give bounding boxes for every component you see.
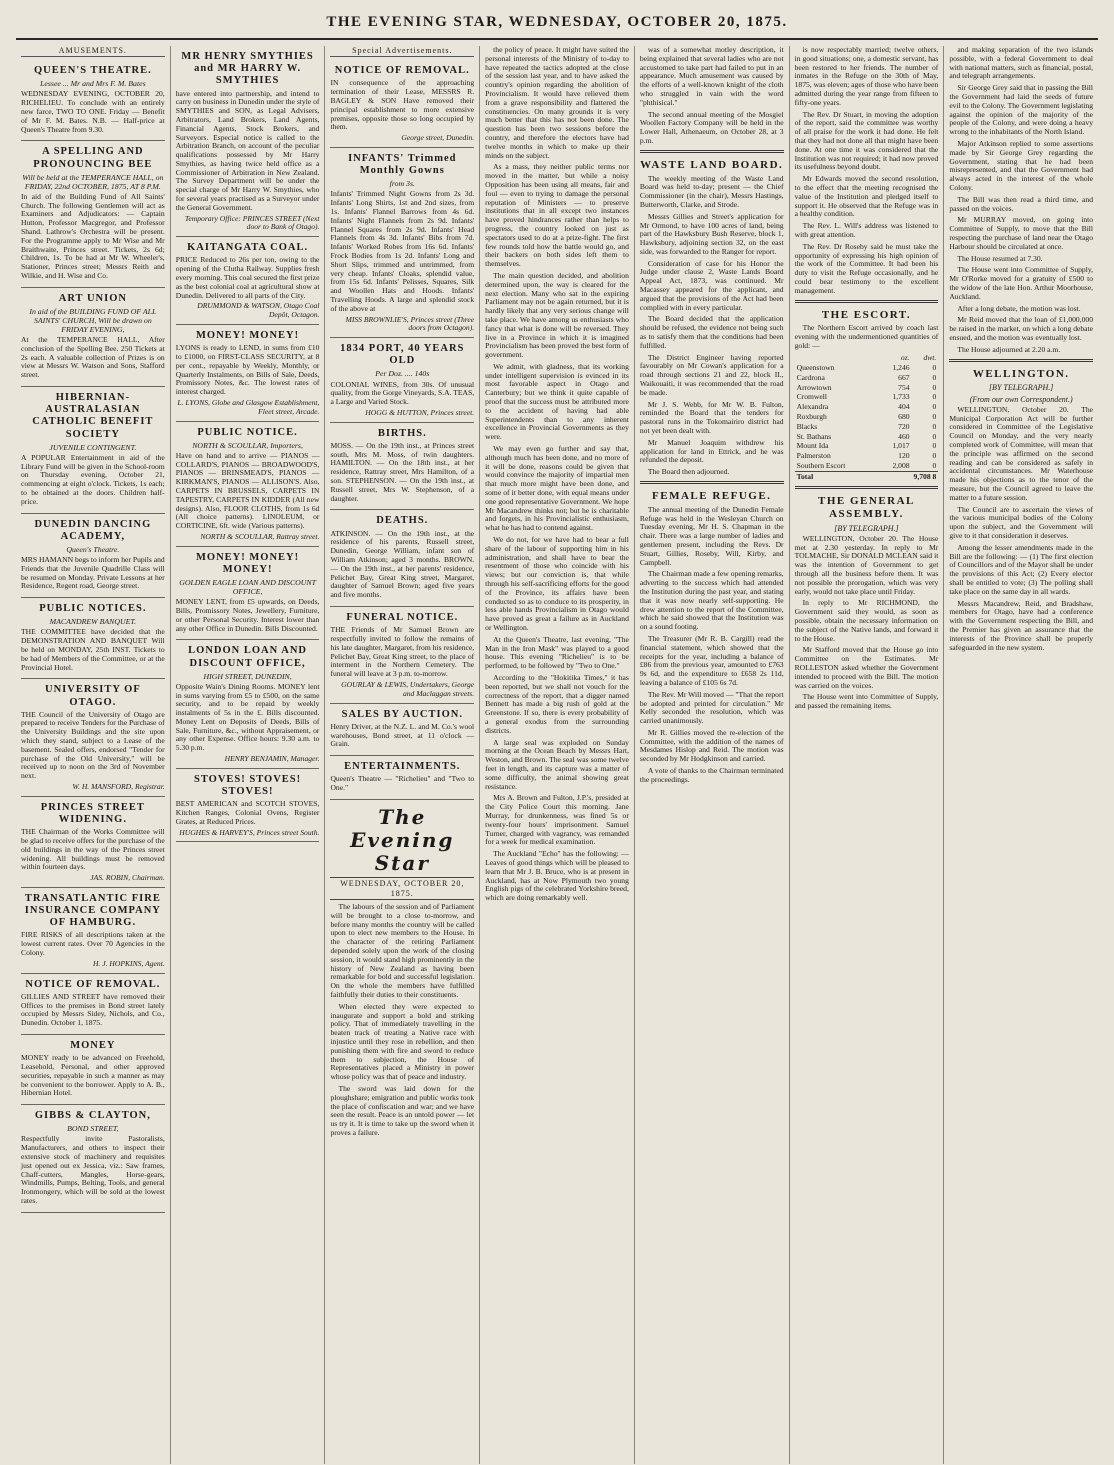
section-paragraph: WELLINGTON, October 20. The House met at 2.30 yesterday. In reply to Mr TOLMACHE, Sir DONALD MCLEAN said it was the intention of Government to get through all the business before them. It was not possible the prorogation, which was very early, would not take place until Friday. [794, 533, 939, 596]
gold-dwt: 0 [932, 441, 937, 451]
ad-signature: JAS. ROBIN, Chairman. [90, 873, 165, 883]
ad-subtitle: Per Doz. .... 140s [375, 369, 430, 379]
ad-body: MRS HAMANN begs to inform her Pupils and Friends that the Juvenile Quadrille Class will be resumed on Monday. Private Lessons at her Residence, Regent road, George street. [21, 554, 165, 591]
ad-title: HIBERNIAN-AUSTRALASIAN CATHOLIC BENEFIT SOCIETY [32, 392, 154, 440]
ad-body: IN consequence of the approaching termination of their Lease, MESSRS R. BAGLEY & SON Have removed their principal establishment to more extensive premises, opposite those so long occupied by them. [330, 78, 475, 132]
ad-body: THE Chairman of the Works Committee will be glad to receive offers for the purchase of the old buildings in the way of the Princes street widening. All buildings must be removed within fourteen days. [21, 827, 165, 872]
ad-body: COLONIAL WINES, from 30s. Of unusual quality, from the Gorge Vineyards, S.A. TEAS, a Large and Varied Stock. [330, 379, 475, 407]
columns-container [16, 46, 1098, 1464]
advertisement [21, 60, 165, 141]
ad-signature: Temporary Office: PRINCES STREET (Next door to Bank of Otago). [184, 213, 320, 232]
gold-table-row [795, 373, 939, 383]
leader-paragraph: When elected they were expected to inaugurate and support a bold and striking policy. That of immediately travelling in the beaten track of treating a Native race with injustice until they rose in rebellion, and then punishing them with fire and sword to reduce them to subjection, the House of Representatives placed a Ministry in power whose policy was that of peace and industry. [330, 1001, 475, 1082]
section-byline: [BY TELEGRAPH.] [988, 383, 1054, 393]
ad-signature: George street, Dunedin. [401, 133, 475, 143]
ad-body: Infants' Trimmed Night Gowns from 2s 3d. Infants' Long Shirts, 1st and 2nd sizes, from 1s. Infants' Flannel Barrows from 4s 6d. Infants' Night Flannels from 2s 9d. Infants' Flannel Squares from 2s 9d. Infants' Head Flannels from 4s 3d. Infants' Bibs from 7d. Infants' Worked Robes from 16s 6d. Infants' Frock Bodies from 1s 2d. Infants' Long and Short Slips, trimmed and untrimmed, from very cheap. Infants' Cloaks, splendid value, from 15s 6d. Infants' Pelisses, Squares, Silk and Woollen Hats and Hoods. Infants' Travelling Hoods. A large and splendid stock of the above at [330, 189, 475, 313]
gold-place: St. Bathans [796, 431, 832, 441]
ad-signature: NORTH & SCOULLAR, Rattray street. [200, 531, 320, 541]
ad-body: A POPULAR Entertainment in aid of the Library Fund will be given in the School-room on Thursday evening, October 21, commencing at eight o'clock. Tickets, 1s each; to be obtained at the doors. Children half-price. [21, 452, 165, 506]
article-paragraph: According to the "Hokitika Times," it has been reported, but we shall not vouch for the correctness of the report, that a digger named Bennett has made a big rush of gold at the Greenstone. If so, there is every probability of a general exodus from the surrounding districts. [485, 672, 629, 735]
ad-signature: DRUMMOND & WATSON, Otago Coal Depôt, Octagon. [197, 301, 320, 320]
ad-title: QUEEN'S THEATRE. [33, 65, 152, 77]
ad-signature: H. J. HOPKINS, Agent. [92, 958, 165, 968]
column-2 [171, 46, 326, 1464]
article-paragraph: was of a somewhat motley description, it being explained that several ladies who are not accustomed to take part had failed to put in an appearance. Much amusement was caused by the efforts of a well-known knight of the cloth who struggled in vain with the word "phthisical." [639, 46, 784, 107]
column-7 [944, 46, 1098, 1464]
section-paragraph: WELLINGTON, October 20. The Municipal Corporation Act will be further considered in Committee of the Legislative Council on Monday, and the very nearly completed work of Committee, will mean that the principle was affirmed on the second reading and can be considered as safely in accidental circumstances. Mr Waterhouse made his objections as to the tenor of the measure, but the Council agreed to leave the matter to a future session. [949, 404, 1094, 502]
gold-total-value: 9,708 8 [878, 472, 938, 482]
gold-total-label: Total [795, 472, 879, 482]
column-3 [325, 46, 480, 1464]
ad-title: UNIVERSITY OF OTAGO. [44, 684, 141, 708]
ad-body: ATKINSON. — On the 19th inst., at the residence of his parents, Russell street, Dunedin, George William, infant son of William Atkinson; aged 3 months. BROWN. — On the 19th inst., at her parents' residence, Pelichet Bay, Great King street, Margaret, daughter of Samuel Brown; aged five years and five months. [330, 528, 475, 600]
article-paragraph: A large seal was exploded on Sunday morning at the Ocean Beach by Messrs Hart, Weston, and Brown. The seal was some twelve feet in length, and its capture was a matter of some difficulty, the animal showing great resistance. [485, 737, 629, 791]
article-paragraph: The Auckland "Echo" has the following: — Leaves of good things which will be pleased to learn that Mr J. B. Bruce, who is at present in Auckland, has at Now Plymouth two young English pigs of the celebrated Yorkshire breed, which are doing remarkably well. [485, 849, 629, 903]
gold-table-row [795, 412, 939, 422]
ad-signature: GOURLAY & LEWIS, Undertakers, George and Maclaggan streets. [341, 679, 475, 698]
article-paragraph: Major Atkinson replied to some assertions made by Sir George Grey regarding the Government, stating that he had been misrepresented, and that the Government had always acted in the interest of the whole Colony. [949, 138, 1094, 192]
ad-title: ART UNION [58, 292, 127, 304]
ad-subtitle: BOND STREET, [67, 1124, 119, 1134]
gold-table-row [795, 452, 939, 462]
advertisement [330, 60, 474, 148]
section-title: WELLINGTON. [972, 367, 1070, 380]
gold-place: Blacks [796, 421, 818, 431]
ad-title: KAITANGATA COAL. [187, 242, 309, 254]
column-5 [635, 46, 790, 1464]
section-byline: [BY TELEGRAPH.] [834, 523, 899, 533]
article-paragraph: Mr Reid moved that the loan of £1,000,000 be raised in the market, on which a long debate ensued, and the motion was eventually lost. [949, 315, 1094, 342]
ad-title: STOVES! STOVES! STOVES! [194, 773, 302, 798]
ad-body: have entered into partnership, and intend to carry on business in Dunedin under the style of SMYTHIES and SON, as Legal Advisers, Arbitrators, Land Brokers, Land Agents, Financial Agents, Stock Brokers, and Surveyors. Especial notice is called to the Arbitration Branch, on account of the peculiar qualifications possessed by Mr Harry Smythies, as having twice held office as a Commissioner of Arbitration in New Zealand. The Survey Department will be under the special charge of Mr Harry W. Smythies, who for several years practised as a Surveyor under the General Government. [175, 88, 320, 212]
ad-body: Queen's Theatre — "Richelieu" and "Two to One." [330, 774, 475, 793]
section-divider [640, 150, 784, 153]
gold-place: Cromwell [796, 392, 827, 402]
gold-table-row [795, 403, 939, 413]
ad-subtitle: In aid of the BUILDING FUND OF ALL SAINTS' CHURCH, Will be drawn on FRIDAY EVENING, [29, 307, 157, 335]
gold-oz: 720 [898, 421, 910, 431]
advertisement [176, 640, 320, 769]
ad-body: THE Friends of Mr Samuel Brown are respectfully invited to follow the remains of his late daughter, Margaret, from his residence, Pelichet Bay, Great King street, to the place of interment in the Northern Cemetery. The funeral will leave at 3 p.m. to-morrow. [330, 625, 475, 679]
section-title: THE GENERAL ASSEMBLY. [818, 495, 915, 520]
masthead: THE EVENING STAR, WEDNESDAY, OCTOBER 20, 1875. [16, 14, 1098, 40]
ad-title: DEATHS. [376, 515, 429, 527]
column-header: Special Advertisements. [330, 46, 474, 57]
section-paragraph: The District Engineer having reported favourably on Mr Cowan's application for a road through sections 21 and 22, block II., Waikouaiti, it was recommended that the road be made. [639, 352, 784, 397]
gold-dwt: 0 [932, 382, 937, 392]
ad-title: PUBLIC NOTICES. [39, 603, 147, 615]
advertisement [330, 510, 474, 607]
advertisement [176, 46, 320, 237]
gold-oz: 120 [898, 451, 910, 461]
column-header: AMUSEMENTS. [21, 46, 165, 57]
section-paragraph: In reply to Mr RICHMOND, the Government said they would, as soon as possible, obtain the necessary information on the subject of the Native lands, and forward it to the House. [794, 598, 939, 643]
gold-dwt: 0 [932, 460, 937, 470]
ad-body: BEST AMERICAN and SCOTCH STOVES, Kitchen Ranges, Colonial Ovens, Register Grates, at Reduced Prices. [175, 799, 320, 826]
article-paragraph: Mr MURRAY moved, on going into Committee of Supply, to move that the Bill respecting the purchase of land near the Otago Harbour should be circulated at once. [949, 215, 1094, 251]
ad-signature: L. LYONS, Globe and Glasgow Establishment, Fleet street, Arcade. [177, 397, 320, 416]
gold-place: Palmerston [796, 451, 831, 461]
section-paragraph: The Chairman made a few opening remarks, adverting to the success which had attended the Institution during the past year, and stating that it was now nearly self-supporting. He drew attention to the report of the Committee, which he said showed that the Institution was on a sound footing. [639, 569, 784, 632]
ad-body: THE COMMITTEE have decided that the DEMONSTRATION AND BANQUET Will be held on MONDAY, 25th INST. Tickets to be had of Members of the Committee, or at the Provincial Hotel. [21, 627, 165, 672]
section-paragraph: The weekly meeting of the Waste Land Board was held to-day; present — the Chief Commissioner (in the chair), Messrs Hastings, Butterworth, Clarke, and Strode. [639, 173, 784, 209]
gold-oz: 680 [898, 411, 910, 421]
ad-title: ENTERTAINMENTS. [344, 761, 461, 773]
advertisement [330, 148, 474, 338]
section-paragraph: A vote of thanks to the Chairman terminated the proceedings. [639, 766, 784, 784]
article-paragraph: The House went into Committee of Supply, Mr O'Rorke moved for a gratuity of £500 to the widow of the late Hon. Arthur Moorhouse, Auckland. [949, 265, 1094, 301]
advertisement [330, 338, 474, 423]
article-paragraph: The Bill was then read a third time, and passed on the voices. [949, 194, 1094, 213]
gold-oz: 1,733 [892, 392, 910, 402]
advertisement [330, 704, 474, 757]
article-paragraph: The Rev. Dr Roseby said he must take the opportunity of expressing his high opinion of the work of the Committee. It had been his duty to visit the Refuge occasionally, and he could bear testimony to the excellent management. [794, 241, 939, 295]
article-paragraph: We admit, with gladness, that its working under intelligent supervision is evinced in its most favorable aspect in Otago and Canterbury; but we think it quite capable of proof that the success must be attributed more to the accident of having had able Superintendents than to any inherent excellence in Provincial Governments as they were. [485, 361, 629, 442]
section-paragraph: The Rev. Mr Will moved — "That the report be adopted and printed for circulation." Mr Kelly seconded the resolution, which was carried unanimously. [639, 689, 784, 726]
advertisement [21, 797, 165, 888]
ad-subtitle: Lessee ... Mr and Mrs F. M. Bates [40, 79, 146, 89]
article-paragraph: Mr Edwards moved the second resolution, to the effect that the meeting recognised the value of the Institution and pledged itself to support it. He observed that the Refuge was in a healthy condition. [794, 174, 939, 219]
section-paragraph: The Board then adjourned. [647, 467, 730, 477]
section-paragraph: Among the lesser amendments made in the Bill are the following: — (1) The first election of Councillors and of the Mayor shall be under the provisions of this Act; (2) Every elector shall be entitled to vote; (3) The polling shall take place on the same day in all wards. [949, 542, 1094, 596]
section-paragraph: The House went into Committee of Supply, and passed the remaining items. [794, 692, 939, 711]
gold-dwt: 0 [932, 402, 937, 412]
ad-subtitle: Will be held at the TEMPERANCE HALL, on FRIDAY, 22nd OCTOBER, 1875, AT 8 P.M. [22, 172, 164, 191]
gold-escort-table [795, 354, 939, 482]
column-4 [480, 46, 635, 1464]
ad-title: MONEY! MONEY! MONEY! [196, 551, 300, 575]
advertisement [21, 888, 165, 974]
article-paragraph: is now respectably married; twelve others, in good situations; one, a domestic servant, has been restored to her friends. The number of inmates in the Refuge on the 30th of May, 1875, was eleven; ages of those who have been admitted during the year range from fifteen to fifty-one years. [794, 46, 939, 107]
advertisement [21, 288, 165, 387]
ad-body: Have on hand and to arrive — PIANOS — COLLARD'S, PIANOS — BROADWOOD'S, PIANOS — BRINSMEAD'S, PIANOS — KIRKMAN'S, PIANOS — ALLISON'S. Also, CARPETS IN BRUSSELS, CARPETS IN TAPESTRY, CARPETS IN KIDDER (All new designs). Also, FLOOR CLOTHS, from 1s 6d (All choice patterns). LINOLEUM, or CORTICINE, 6ft. wide (Various patterns). [175, 450, 320, 531]
gold-unit-dwt: dwt. [923, 353, 937, 363]
section-paragraph: The Treasurer (Mr R. B. Cargill) read the financial statement, which showed that the receipts for the year, including a balance of £86 from the previous year, amounted to £763 9s 6d, and the expenditure to £658 2s 11d, leaving a balance of £105 6s 7d. [639, 633, 784, 687]
gold-table-row [795, 422, 939, 432]
ad-signature: HOGG & HUTTON, Princes street. [365, 407, 475, 417]
gold-header-blank [795, 354, 879, 364]
section-divider [949, 359, 1093, 362]
section-paragraph: Mr J. S. Webb, for Mr W. B. Fulton, reminded the Board that the tenders for pastoral runs in the Tokomairiro district had not yet been dealt with. [639, 399, 784, 436]
section-intro: The Northern Escort arrived by coach last evening with the undermentioned quantities of gold: — [794, 323, 939, 350]
gold-oz: 667 [898, 372, 910, 382]
ad-subtitle: from 3s. [389, 179, 415, 189]
ad-title: NOTICE OF REMOVAL. [25, 978, 161, 990]
article-paragraph: After a long debate, the motion was lost. [957, 303, 1081, 313]
article-paragraph: We do not, for we have had to bear a full share of the labour of supporting him in his administration, and shall have to bear the resentment of those who coincide with his views; but our conviction is, that while through his self-sacrificing efforts for the good of the Province, its affairs have been conducted so as to conduce to its prosperity, in less able hands Provincialism in Otago would have proved as great a failure as in Auckland or Wellington. [485, 535, 629, 632]
section-title: WASTE LAND BOARD. [640, 158, 784, 171]
advertisement [176, 325, 320, 422]
gold-dwt: 0 [932, 362, 937, 372]
ad-title: PRINCES STREET WIDENING. [40, 801, 145, 826]
gold-place: Mount Ida [796, 441, 829, 451]
gold-place: Arrowtown [796, 382, 832, 392]
column-6 [790, 46, 945, 1464]
ad-title: 1834 PORT, 40 YEARS OLD [340, 343, 465, 367]
article-paragraph: the policy of peace. It might have suited the personal interests of the Ministry of to-day to have repeated the tactics adopted at the close of the session last year, and to have asked the country's opinion regarding the abolition of Provincialism. It would have relieved them from a grave responsibility and flattered the constituencies. On many grounds it is very much better that this has not been done. The question has been two sessions before the country, and therefore the electors have had twelve months in which to make up their minds on the subject. [485, 46, 629, 160]
article-paragraph: The House resumed at 7.30. [957, 253, 1043, 263]
article-paragraph: The Rev. Dr Stuart, in moving the adoption of the report, said the committee was worthy of all praise for the work it had done. He felt that they had not done all that might have been done. At one time it was considered that the Institution was not required; it had now proved its usefulness beyond doubt. [794, 109, 939, 172]
article-paragraph: As a mass, they neither public terms nor moved in the matter, but while a noisy Opposition has been using all means, fair and foul — even to trying to damage the personal reputation of Ministers — to preserve institutions that in all except two instances have proved hindrances rather than helps to progress, the country looked on just as spectators used to do at a prize-fight. The first few rounds told how the battle would go, and their backers on both sides left them to themselves. [485, 162, 629, 269]
advertisement [330, 756, 474, 800]
ad-title: MONEY [70, 1040, 116, 1052]
ad-body: GILLIES AND STREET have removed their Offices to the premises in Bond street lately occupied by Messrs Sidey, Nichols, and Co., Dunedin. October 1, 1875. [21, 991, 165, 1028]
ad-title: TRANSATLANTIC FIRE INSURANCE COMPANY OF HAMBURG. [24, 892, 161, 929]
advertisement [21, 514, 165, 599]
section-paragraph: Messrs Gillies and Street's application for Mr Ormond, to have 100 acres of land, being part of the Hawksbury Bush Reserve, block 1, Hawksbury, adjoining section 32, on the east side, was forwarded to the Ranger for report. [639, 211, 784, 256]
section-paragraph: Consideration of case for his Honor the Judge under clause 2, Waste Lands Board Appeal Act, 1873, was continued. Mr Macassey appeared for the applicant, and argued that the provisions of the Act had been complied with in every particular. [639, 258, 784, 312]
ad-subtitle: JUVENILE CONTINGENT. [49, 442, 137, 452]
gold-oz: 404 [898, 402, 910, 412]
advertisement [21, 141, 165, 287]
article-paragraph: and making separation of the two islands possible, with a federal Government to deal with national matters, such as financial, postal, and telegraph arrangements. [949, 46, 1094, 81]
advertisement [21, 598, 165, 679]
gold-oz: 754 [898, 382, 910, 392]
section-divider [795, 300, 939, 303]
gold-place: Southern Escort [796, 460, 846, 470]
ad-body: MONEY LENT, from £5 upwards, on Deeds, Bills, Promissory Notes, Jewellery, Furniture, or other Personal Security. Interest lower than any other Office in Dunedin. Bills Discounted. [175, 597, 320, 633]
ad-subtitle: GOLDEN EAGLE LOAN AND DISCOUNT OFFICE, [179, 578, 316, 597]
ad-title: PUBLIC NOTICE. [197, 426, 298, 438]
section-paragraph: Mr R. Gillies moved the re-election of the Committee, with the addition of the names of Mesdames Hislop and Reid. The motion was seconded by Mr Hodgkinson and carried. [639, 727, 784, 764]
gold-total-row [795, 472, 939, 482]
advertisement [330, 423, 474, 511]
ad-title: LONDON LOAN AND DISCOUNT OFFICE, [188, 645, 307, 669]
gold-unit-oz: oz. [900, 353, 910, 363]
article-paragraph: Sir George Grey said that in passing the Bill the Government had laid the seeds of future evil to the Colony. The Government legislating against the opinion of the majority of the people of the Colony, and were doing a heavy wrong to the inhabitants of the North Island. [949, 83, 1094, 137]
advertisement [21, 679, 165, 797]
section-title: FEMALE REFUGE. [652, 490, 772, 503]
ad-title: A SPELLING AND PRONOUNCING BEE [33, 146, 153, 170]
ad-title: BIRTHS. [377, 427, 427, 439]
advertisement [21, 1035, 165, 1105]
gold-place: Cardrona [796, 372, 825, 382]
ad-title: GIBBS & CLAYTON, [34, 1110, 151, 1122]
ad-body: In aid of the Building Fund of All Saints' Church. The following Gentlemen will act as Examiners and Adjudicators: — Captain Hutton, Professor Macgregor, and Professor Shand. Lathrow's Orchestra will be present. For the Programme apply to Mr Wise and Mr Braithwaite, Princes street. Tickets, 2s 6d; Children, 1s. To be had at Mr W. Wheeler's, Stationer, Princes street; Messrs Reith and Wilkie, and H. Wise and Co. [21, 191, 165, 281]
article-paragraph: We may even go further and say that, although much has been done, and no more of it will be done, reasons could be given that would convince the majority of impartial men that much more might have been done, and some of it better done, with equal means under one good representative Government. We hope Mr Macandrew thinks not; but he is charitable and forgets, in his Provincialistic enthusiasm, what he has had to contend against. [485, 444, 629, 533]
ad-body: MOSS. — On the 19th inst., at Princes street south, Mrs M. Moss, of twin daughters. HAMILTON. — On the 18th inst., at her residence, Rattray street, Mrs Hamilton, of a son. STEPHENSON. — On the 19th inst., at Russell street, Mrs W. Stephenson, of a daughter. [330, 440, 475, 503]
article-paragraph: The second annual meeting of the Mosgiel Woollen Factory Company will be held in the Lower Hall, Athenaeum, on October 28, at 3 p.m. [639, 109, 784, 145]
gold-place: Alexandra [796, 402, 829, 412]
ad-body: WEDNESDAY EVENING, OCTOBER 20, RICHELIEU. To conclude with an entirely new farce, TWO TO ONE. Friday — Benefit of Mr F. M. Bates. N.B. — Half-price at Queen's Theatre from 9.30. [21, 89, 165, 134]
gold-oz: 1,246 [892, 362, 910, 372]
section-paragraph: Mr Stafford moved that the House go into Committee on the Estimates. Mr ROLLESTON asked whether the Government intended to proceed with the Bill. The motion was carried on the voices. [794, 645, 939, 690]
ad-title: NOTICE OF REMOVAL. [334, 65, 470, 77]
gold-place: Roxburgh [796, 411, 827, 421]
gold-oz: 1,017 [892, 441, 910, 451]
ad-body: Henry Driver, at the N.Z. L. and M. Co.'s wool warehouses, Bond street, at 11 o'clock — Grain. [330, 721, 475, 749]
ad-body: FIRE RISKS of all descriptions taken at the lowest current rates. Over 70 Agencies in the Colony. [21, 930, 165, 958]
ad-body: Opposite Wain's Dining Rooms. MONEY lent in sums varying from £5 to £500, on the same security, and to be repaid by weekly instalments of 5s in the £. Bills discounted. Money Lent on Deposits of Deeds, Bills of Sale, Furniture, &c., without Appraisement, or any other Expense. Office hours: 9.30 a.m. to 5.30 p.m. [175, 681, 320, 753]
section-divider [795, 486, 939, 489]
advertisement [176, 769, 320, 843]
advertisement [176, 422, 320, 547]
gold-dwt: 0 [932, 451, 937, 461]
ad-body: Respectfully invite Pastoralists, Manufacturers, and others to inspect their extensive stock of machinery and requisites just opened out ex Jessica, viz.: Saw frames, Chaff-cutters, Mangles, Horse-gears, Windmills, Pumps, Belting, Tools, and general Ironmongery, which will be sold at the lowest rates. [21, 1134, 165, 1205]
ad-body: At the TEMPERANCE HALL, After conclusion of the Spelling Bee. 250 Tickets at 2s each. A valuable collection of Prizes is on view at Messrs W. Watson and Sons, Stafford street. [21, 335, 165, 380]
gold-table-row [795, 461, 939, 471]
advertisement [21, 1105, 165, 1213]
section-paragraph: The Council are to ascertain the views of the various municipal bodies of the Colony upon the subject, and the Government will give to it that consideration it deserves. [949, 504, 1094, 540]
ad-subtitle: NORTH & SCOULLAR, Importers, [192, 440, 303, 450]
section-paragraph: Mr Manuel Joaquim withdrew his application for land in Ettrick, and he was refunded the deposit. [639, 437, 784, 465]
article-paragraph: Mrs A. Brown and Fulton, J.P.'s, presided at the City Police Court this morning. Jane Murray, for drunkenness, was fined 5s or twenty-four hours' imprisonment. Samuel Turner, charged with vagrancy, was remanded for a week for medical examination. [485, 793, 629, 847]
ad-body: LYONS is ready to LEND, in sums from £10 to £1000, on FIRST-CLASS SECURITY, at 8 per cent., repayable by Weekly, Monthly, or Quarterly Instalments, on Bills of Sale, Deeds, Promissory Notes, &c. The lowest rates of interest charged. [175, 343, 320, 397]
ad-title: DUNEDIN DANCING ACADEMY, [34, 518, 152, 542]
ad-title: MR HENRY SMYTHIES and MR HARRY W. SMYTHIES [181, 51, 314, 87]
ad-subtitle: MACANDREW BANQUET. [49, 617, 137, 627]
ad-title: INFANTS' Trimmed Monthly Gowns [348, 153, 457, 177]
gold-place: Queenstown [796, 362, 835, 372]
leader-paragraph: The labours of the session and of Parliament will be brought to a close to-morrow, and before many months the country will be called upon to elect new members to the House. In the character of the retiring Parliament depended solely upon the work of the closing session, it would stand high prominently in the history of New Zealand as having been remarkable for bold and successful legislation. On the whole the members have fulfilled faithfully their duties to their constituents. [330, 901, 475, 999]
ad-title: MONEY! MONEY! [196, 330, 300, 342]
section-subbyline: (From our own Correspondent.) [969, 394, 1073, 404]
ad-signature: HENRY BENJAMIN, Manager. [224, 754, 320, 764]
ad-subtitle: Queen's Theatre. [66, 544, 120, 554]
ad-body: PRICE Reduced to 26s per ton, owing to the opening of the Clutha Railway. Supplies fresh every morning. This coal secured the first prize as the best colonial coal at agricultural show at Dunedin. Delivered to all parts of the City. [175, 255, 320, 300]
article-paragraph: The House adjourned at 2.20 a.m. [957, 344, 1061, 354]
advertisement [21, 974, 165, 1035]
gold-oz: 460 [898, 431, 910, 441]
advertisement [330, 607, 474, 704]
gold-dwt: 0 [932, 411, 937, 421]
ad-title: SALES BY AUCTION. [341, 708, 463, 720]
column-1 [16, 46, 171, 1464]
ad-signature: HUGHES & HARVEY'S, Princes street South. [179, 827, 320, 837]
section-paragraph: Messrs Macandrew, Reid, and Bradshaw, members for Otago, have had a conference with the Government respecting the Bill, and the Premier has given an assurance that the interests of the Province shall be properly safeguarded in the new system. [949, 598, 1094, 652]
article-paragraph: At the Queen's Theatre, last evening, "The Man in the Iron Mask" was played to a good house. This evening "Richelieu" is to be performed, to be followed by "Two to One." [485, 634, 629, 671]
section-divider [640, 481, 784, 484]
gold-dwt: 0 [932, 372, 937, 382]
article-paragraph: The Rev. L. Will's address was listened to with great attention. [794, 221, 939, 239]
gold-dwt: 0 [932, 431, 937, 441]
section-title: THE ESCORT. [821, 308, 912, 321]
advertisement [176, 237, 320, 325]
ad-subtitle: HIGH STREET, DUNEDIN, [203, 671, 292, 681]
gold-table-header [795, 354, 939, 364]
advertisement [176, 547, 320, 641]
gold-dwt: 0 [932, 421, 937, 431]
article-paragraph: The main question decided, and abolition determined upon, the way is cleared for the next election. Many who sat in the expiring Parliament may not be again returned, but it is hardly likely that any very serious change will take place. We have among us enthusiasts who fancy that what is done will be reversed. They live in a Province in which it is imagined Provincialism has been proved the best form of government. [485, 270, 629, 360]
ad-title: FUNERAL NOTICE. [346, 612, 459, 623]
newspaper-nameplate: The Evening Star [350, 804, 455, 876]
leader-paragraph: The sword was laid down for the ploughshare; emigration and public works took the place of confiscation and war; and we have seen the result. Peace is an untold power — let us try it. It is time to take up the sword when it proves a failure. [330, 1083, 475, 1137]
gold-oz: 2,008 [892, 460, 910, 470]
ad-signature: MISS BROWNLIE'S, Princes street (Three doors from Octagon). [345, 314, 475, 333]
section-paragraph: The annual meeting of the Dunedin Female Refuge was held in the Wesleyan Church on Tuesday evening, Mr H. S. Chapman in the chair. There was a large number of ladies and gentlemen present, including the Revs. Dr Stuart, Gillies, Roseby, Will, Kirby, and Campbell. [639, 504, 784, 567]
ad-body: THE Council of the University of Otago are prepared to receive Tenders for the Purchase of the University Buildings and the site upon which they stand, subject to a Lease of the basement. Sealed offers, endorsed "Tender for purchase of the Old University," will be received up to noon on the 3rd of November next. [21, 709, 165, 781]
section-paragraph: The Board decided that the application should be refused, the evidence not being such as to satisfy them that the conditions had been fulfilled. [639, 314, 784, 350]
gold-table-row [795, 363, 939, 373]
gold-dwt: 0 [932, 392, 937, 402]
advertisement [21, 387, 165, 514]
ad-body: MONEY ready to be advanced on Freehold, Leasehold, Personal, and other approved securities, repayable in such a manner as may be convenient to the borrower. Apply to A. B., Hibernian Hotel. [21, 1053, 165, 1098]
leader-dateline: WEDNESDAY, OCTOBER 20, 1875. [330, 877, 474, 900]
ad-signature: W. H. MANSFORD, Registrar. [72, 782, 165, 792]
